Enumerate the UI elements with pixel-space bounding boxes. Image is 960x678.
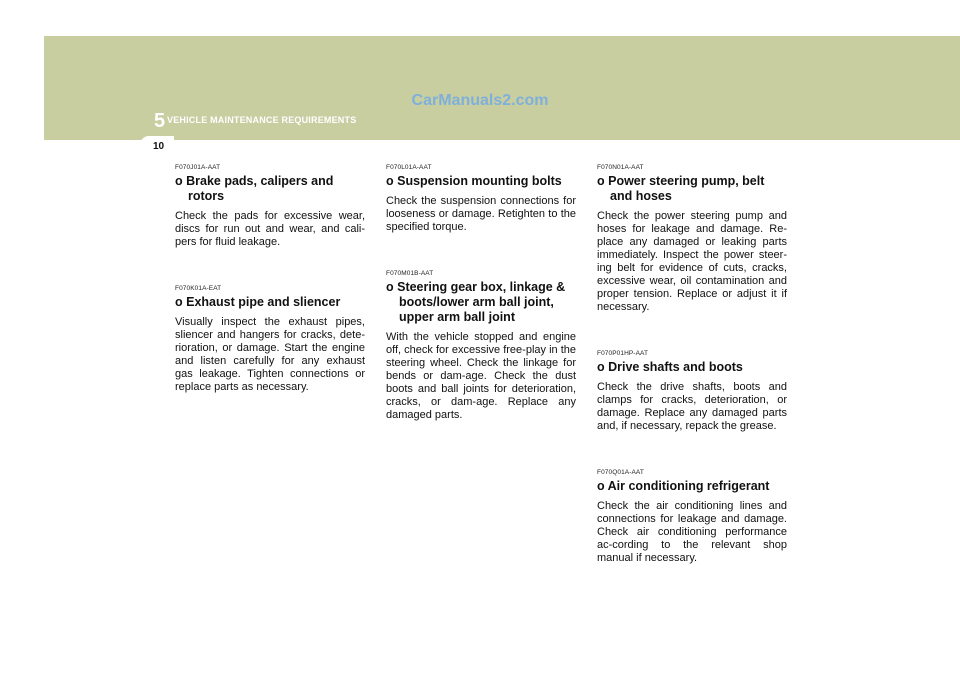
section-code: F070J01A-AAT [175,164,221,171]
column-1 [175,164,365,430]
section-heading: o Exhaust pipe and sliencer [175,295,341,309]
column-3 [597,164,787,601]
section-code: F070P01HP-AAT [597,350,649,357]
section-body: With the vehicle stopped and engine off, check for excessive free-play in the steering wheel. Check the linkage for bends or dam-age. Check the dust boots and ball joints for deterioration, cracks, or dam-age. Replace any damaged parts. [386,331,576,421]
section-heading: o Air conditioning refrigerant [597,479,770,493]
section-code: F070K01A-EAT [175,285,222,292]
section-suspension-bolts [386,164,576,234]
section-body: Check the drive shafts, boots and clamps for cracks, deterioration, or damage. Replace any damaged parts and, if necessary, repack the grease. [597,381,787,432]
watermark-link[interactable]: CarManuals2.com [411,92,549,109]
column-2 [386,164,576,458]
section-power-steering [597,164,787,314]
section-drive-shafts [597,350,787,433]
section-steering-gear [386,270,576,422]
section-air-conditioning [597,469,787,565]
chapter-title: VEHICLE MAINTENANCE REQUIREMENTS [167,115,357,125]
section-body: Check the power steering pump and hoses for leakage and damage. Re-place any damaged or leaking parts immediately. Inspect the power steer-ing belt for evidence of cuts, cracks, excessive wear, oil contamination and proper tension. Replace or adjust it if necessary. [597,210,787,313]
page-number: 10 [153,141,165,152]
section-code: F070Q01A-AAT [597,469,644,476]
section-body: Check the pads for excessive wear, discs for run out and wear, and cali-pers for fluid leakage. [175,210,365,248]
section-code: F070N01A-AAT [597,164,644,171]
section-heading: o Drive shafts and boots [597,360,743,374]
section-heading: o Power steering pump, belt and hoses [597,174,765,203]
chapter-number: 5 [154,110,166,132]
section-heading: o Steering gear box, linkage & boots/lower arm ball joint, upper arm ball joint [386,280,566,324]
section-heading: o Brake pads, calipers and rotors [175,174,334,203]
section-body: Check the suspension connections for looseness or damage. Retighten to the specified torque. [386,195,576,233]
section-brake-pads [175,164,365,249]
section-code: F070L01A-AAT [386,164,432,171]
section-code: F070M01B-AAT [386,270,434,277]
section-body: Check the air conditioning lines and connections for leakage and damage. Check air conditioning performance ac-cording to the relevant shop manual if necessary. [597,500,787,564]
section-heading: o Suspension mounting bolts [386,174,562,188]
section-body: Visually inspect the exhaust pipes, sliencer and hangers for cracks, dete-rioration, or damage. Start the engine and listen carefully for any exhaust gas leakage. Tighten connections or replace parts as necessary. [175,316,365,393]
section-exhaust-pipe [175,285,365,394]
